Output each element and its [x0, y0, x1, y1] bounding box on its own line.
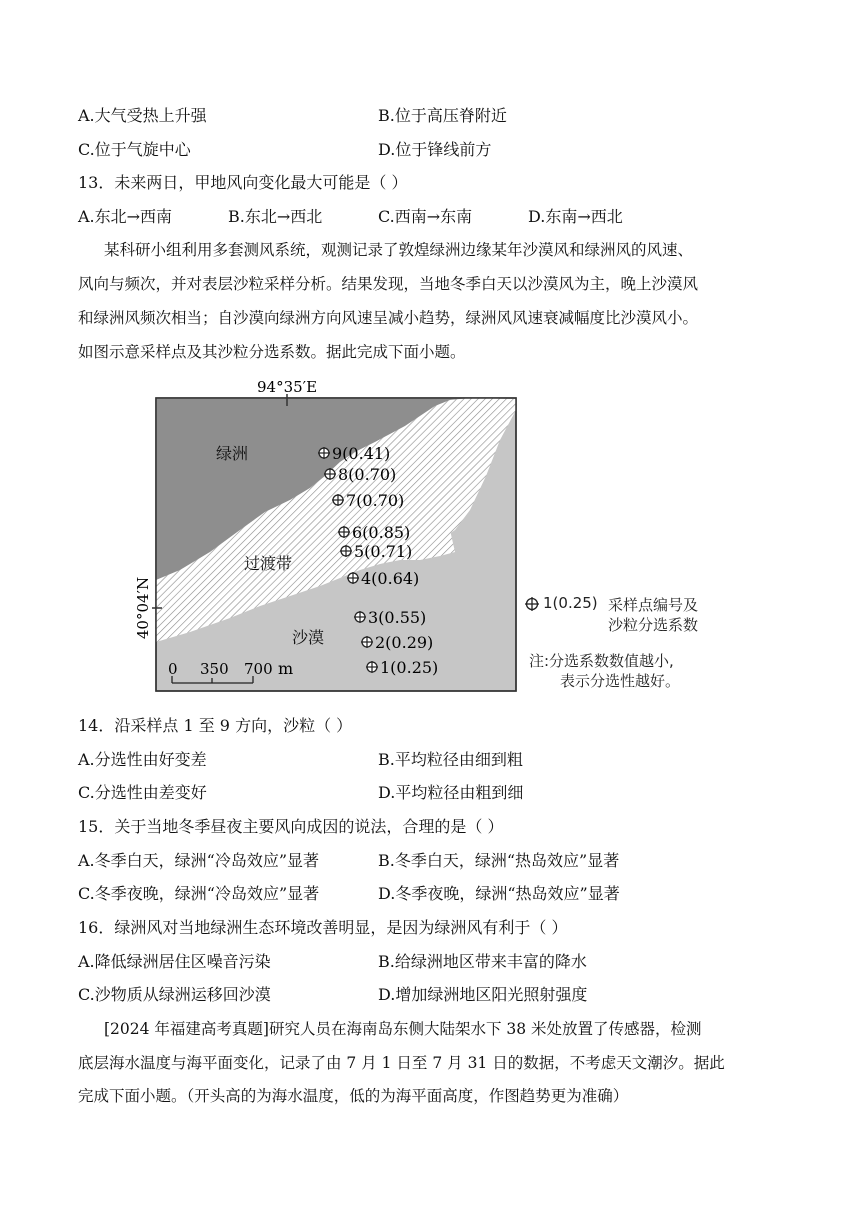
latitude-label: 40°04′N	[134, 576, 152, 640]
q15-option-b: B.冬季白天，绿洲“热岛效应”显著	[378, 851, 620, 870]
region-label-desert: 沙漠	[292, 628, 325, 647]
longitude-label: 94°35′E	[256, 378, 318, 396]
sample-label: 2(0.29)	[375, 633, 434, 652]
q14-option-a: A.分选性由好变差	[78, 750, 207, 769]
sample-label: 6(0.85)	[352, 523, 411, 542]
sample-label: 4(0.64)	[361, 569, 420, 588]
sampling-map	[134, 378, 530, 695]
region-label-transition: 过渡带	[244, 554, 293, 573]
passage1-line3: 和绿洲风频次相当；自沙漠向绿洲方向风速呈减小趋势，绿洲风风速衰减幅度比沙漠风小。	[78, 309, 699, 327]
legend-line1: 采样点编号及	[608, 596, 699, 614]
region-label-oasis: 绿洲	[216, 444, 249, 463]
q13-option-c: C.西南→东南	[378, 207, 473, 226]
sample-label: 7(0.70)	[346, 491, 405, 510]
q13-option-a: A.东北→西南	[78, 207, 173, 226]
q16-stem: 16．绿洲风对当地绿洲生态环境改善明显，是因为绿洲风有利于（ ）	[78, 918, 568, 937]
passage1-line1: 某科研小组利用多套测风系统，观测记录了敦煌绿洲边缘某年沙漠风和绿洲风的风速、	[104, 241, 694, 259]
passage2-line3: 完成下面小题。（开头高的为海水温度，低的为海平面高度，作图趋势更为准确）	[78, 1087, 629, 1105]
scale-unit: m	[278, 659, 294, 678]
q16-option-b: B.给绿洲地区带来丰富的降水	[378, 952, 587, 971]
scale-label-700: 700	[244, 660, 273, 678]
q16-option-d: D.增加绿洲地区阳光照射强度	[378, 985, 588, 1004]
note-line2: 表示分选性越好。	[560, 672, 681, 690]
q16-option-a: A.降低绿洲居住区噪音污染	[78, 952, 271, 971]
q12-option-c: C.位于气旋中心	[78, 140, 191, 159]
passage2-line2: 底层海水温度与海平面变化，记录了由 7 月 1 日至 7 月 31 日的数据，不考虑天文潮汐。据此	[78, 1054, 725, 1072]
q16-option-c: C.沙物质从绿洲运移回沙漠	[78, 985, 271, 1004]
q14-option-c: C.分选性由差变好	[78, 783, 207, 802]
q14-option-b: B.平均粒径由细到粗	[378, 750, 523, 769]
q13-stem: 13．未来两日，甲地风向变化最大可能是（ ）	[78, 173, 408, 192]
q12-option-a: A.大气受热上升强	[78, 106, 207, 125]
sample-label: 9(0.41)	[332, 444, 391, 463]
scale-label-0: 0	[168, 660, 178, 678]
passage1-line2: 风向与频次，并对表层沙粒采样分析。结果发现，当地冬季白天以沙漠风为主，晚上沙漠风	[78, 275, 699, 293]
q15-stem: 15．关于当地冬季昼夜主要风向成因的说法，合理的是（ ）	[78, 817, 504, 836]
q15-option-a: A.冬季白天，绿洲“冷岛效应”显著	[78, 851, 320, 870]
q15-option-d: D.冬季夜晚，绿洲“热岛效应”显著	[378, 884, 620, 903]
q13-option-d: D.东南→西北	[528, 207, 623, 226]
sample-label: 8(0.70)	[338, 465, 397, 484]
q13-option-b: B.东北→西北	[228, 207, 323, 226]
q12-option-d: D.位于锋线前方	[378, 140, 492, 159]
sample-label: 1(0.25)	[380, 658, 439, 677]
q15-option-c: C.冬季夜晚，绿洲“冷岛效应”显著	[78, 884, 320, 903]
scale-label-350: 350	[200, 660, 229, 678]
q12-option-b: B.位于高压脊附近	[378, 106, 507, 125]
passage1-line4: 如图示意采样点及其沙粒分选系数。据此完成下面小题。	[78, 343, 466, 361]
q14-stem: 14．沿采样点 1 至 9 方向，沙粒（ ）	[78, 716, 353, 735]
legend-sample-icon	[524, 596, 540, 612]
passage2-line1: [2024 年福建高考真题]研究人员在海南岛东侧大陆架水下 38 米处放置了传感器，检测	[104, 1020, 702, 1038]
legend-line2: 沙粒分选系数	[608, 616, 699, 634]
sample-label: 3(0.55)	[368, 608, 427, 627]
legend-sample-label: 1(0.25)	[543, 594, 598, 612]
sample-label: 5(0.71)	[354, 542, 413, 561]
note-line1: 注:分选系数数值越小,	[529, 652, 674, 670]
q14-option-d: D.平均粒径由粗到细	[378, 783, 524, 802]
